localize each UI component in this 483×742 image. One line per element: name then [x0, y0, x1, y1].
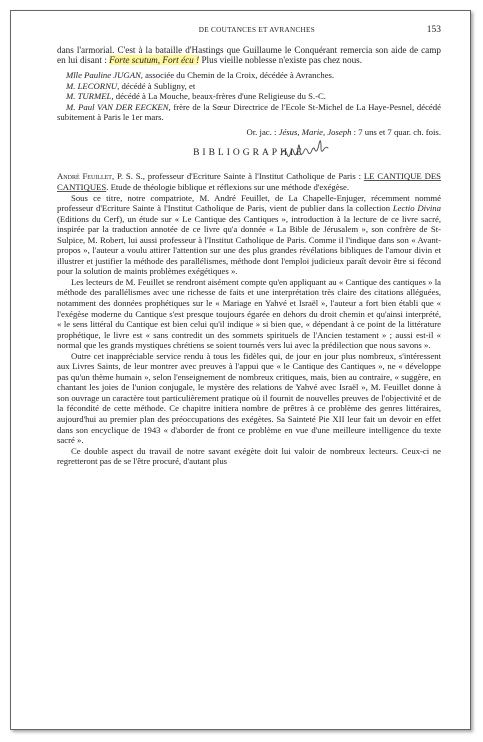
prayer-invocation: Jésus, Marie, Joseph	[278, 126, 352, 137]
review-paragraph: Les lecteurs de M. Feuillet se rendront aisément compte qu'en appliquant au « Cantique des cantiques » la méthode des parallélismes avec une richesse de faits et une interprétation très claire des citations alléguées, notamment des données prophétiques sur le « Mariage en Yahvé et Israël », l'auteur a fort bien établi que « l'exégèse moderne du Cantique s'est presque toujours égarée en dehors du droit chemin et qu'ainsi interprété, « le sens littéral du Cantique est bien celui qu'il indique » si bien que, « dépendant à ce point de la littérature prophétique, le livre est « sans contredit un des sommets spirituels de l'Ancien testament » ; aussi est-il « normal que les grands mystiques chrétiens se soient tournés vers lui avec la prédilection que nous savons ».	[57, 276, 441, 351]
review-text-1: Sous ce titre, notre compatriote, M. André Feuillet, de La Chapelle-Enjuger, récemment nommé professeur d'Ecriture Sainte à l'Institut Catholique de Paris, vient de publier dans la collection	[57, 192, 441, 214]
review-paragraph: Ce double aspect du travail de notre savant exégète doit lui valoir de nombreux lecteurs. Ceux-ci ne regretteront pas de se l'être procuré, d'autant plus	[57, 445, 441, 467]
deceased-detail: décédé à La Mouche, beaux-frères d'une Religieuse du S.-C.	[113, 91, 326, 102]
deceased-detail: associée du Chemin de la Croix, décédée à Avranches.	[142, 70, 335, 81]
page-number: 153	[426, 25, 441, 35]
prayer-prefix: Or. jac. :	[246, 126, 279, 137]
entry-author: André Feuillet	[57, 171, 112, 182]
entry-text-2: . Etude de théologie biblique et réflexions sur une méthode d'exégèse.	[106, 181, 350, 192]
highlighted-quote: Forte scutum, Fort écu !	[109, 55, 200, 66]
armorial-text-1: dans l'armorial. C'est à la bataille d'Hastings que Guillaume le Conquérant remercia son aide de camp en lui disant :	[57, 44, 441, 66]
deceased-name: M. TURMEL,	[66, 91, 114, 102]
entry-text-1: , P. S. S., professeur d'Ecriture Sainte à l'Institut Catholique de Paris :	[111, 171, 364, 182]
handwritten-annotation	[279, 140, 337, 162]
entry-book-title: LE CANTIQUE DES CANTIQUES	[57, 171, 441, 192]
section-title: BIBLIOGRAPHIE	[193, 148, 305, 159]
prayer-suffix: : 7 uns et 7 quar. ch. fois.	[351, 126, 441, 137]
page-header	[57, 25, 441, 36]
review-paragraph: Outre cet inappréciable service rendu à tous les fidèles qui, de jour en jour plus nombreux, s'intéressent aux Livres Saints, de leur montrer avec preuves à l'appui que « le Cantique des Cantiques », ne « développe pas qu'un thème humain », selon l'enseignement de nombreux critiques, mais, bien au contraire, « suggère, en chantant les joies de l'union conjugale, le mystère des relations de Yahvé avec Israël », M. Feuillet donne à son ouvrage un caractère tout particulièrement pratique où il fournit de nouvelles preuves de l'objectivité et de la fécondité de cette méthode. Ce chapitre initiera nombre de prêtres à ce problème des genres littéraires, aujourd'hui au premier plan des préoccupations des exégètes. Sa Sainteté Pie XII leur fait un devoir en effet dans son encyclique de 1943 « d'aborder de front ce problème en vue d'une meilleure intelligence du texte sacré ».	[57, 350, 441, 446]
armorial-paragraph	[57, 45, 441, 67]
deceased-item	[57, 91, 441, 102]
prayer-line	[57, 127, 441, 138]
deceased-name: M. LECORNU,	[66, 80, 120, 91]
deceased-name: Mlle Pauline JUGAN,	[66, 70, 143, 81]
review-paragraph	[57, 193, 441, 277]
deceased-detail: décédé à Subligny, et	[119, 80, 196, 91]
deceased-item	[57, 70, 441, 81]
deceased-item	[57, 102, 441, 123]
deceased-list	[57, 70, 441, 123]
deceased-name: M. Paul VAN DER EECKEN,	[66, 101, 171, 112]
section-heading-row	[57, 147, 441, 161]
document-page	[10, 10, 471, 730]
page-content	[57, 25, 441, 467]
armorial-text-2: Plus vieille noblesse n'existe pas chez nous.	[199, 55, 363, 66]
deceased-detail: frère de la Sœur Directrice de l'Ecole St-Michel de La Haye-Pesnel, décédé subitement à Paris le 1er mars.	[57, 101, 441, 123]
deceased-item	[57, 81, 441, 92]
bibliography-entry	[57, 171, 441, 192]
collection-name: Lectio Divina	[392, 203, 441, 214]
review-text-2: (Editions du Cerf), un étude sur « Le Cantique des Cantiques », introduction à la lecture de ce livre sacré, inspirée par la traduction annotée de ce livre qu'a donnée « La Bible de Jérusalem », son confrère de St-Sulpice, M. Robert, lui aussi professeur à l'Institut Catholique de Paris. Comme il l'indique dans son « Avant-propos », l'auteur a voulu attirer l'attention sur une des plus grandes révélations bibliques de l'amour divin et illustrer et justifier la méthode des parallélismes, méthode dont l'emploi judicieux paraît devoir être si fécond pour la solution de maints problèmes exégétiques ».	[57, 213, 441, 277]
running-title: DE COUTANCES ET AVRANCHES	[198, 26, 316, 34]
